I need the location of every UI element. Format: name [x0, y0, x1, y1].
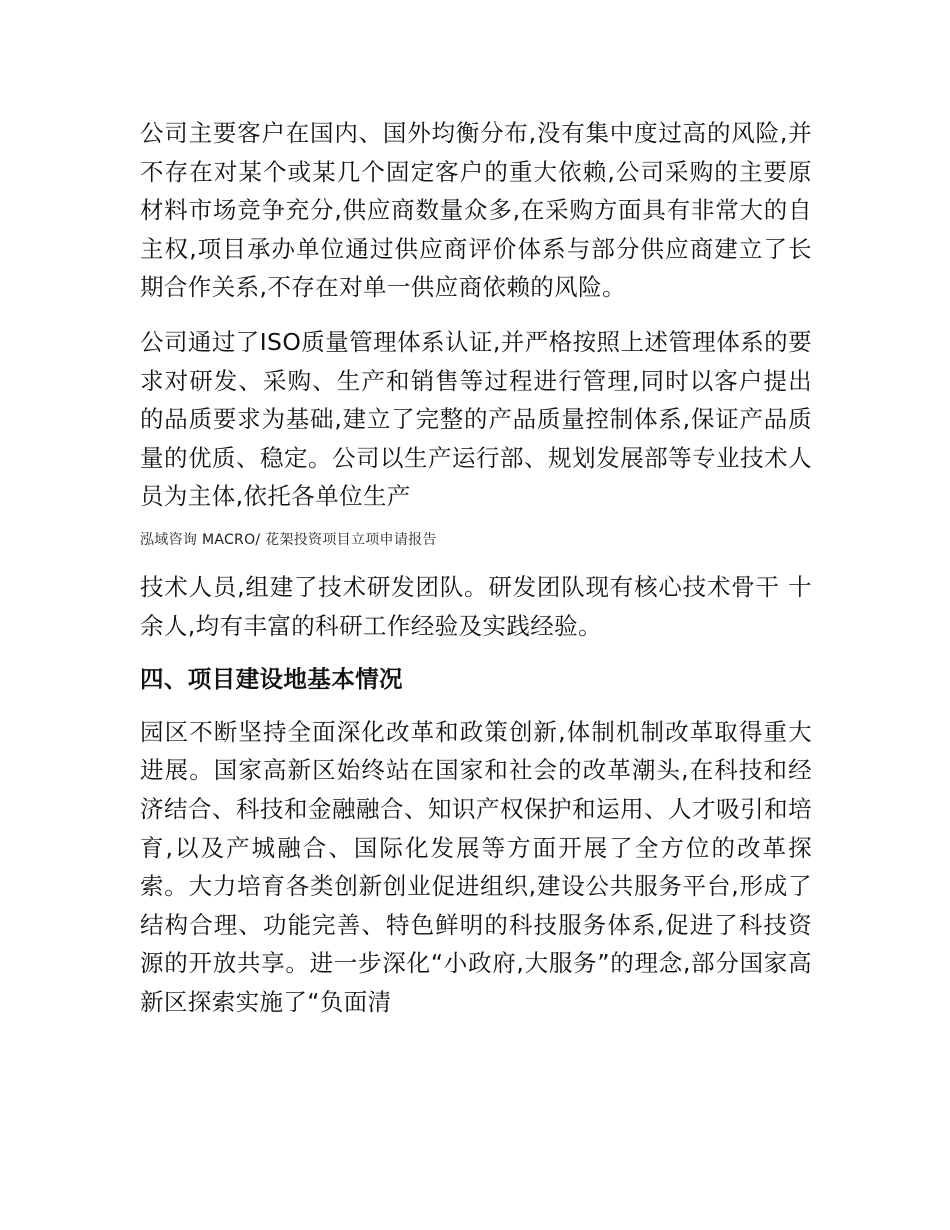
- paragraph-rd-team: 技术人员,组建了技术研发团队。研发团队现有核心技术骨干 十余人,均有丰富的科研工作经验及实践经验。: [140, 572, 812, 640]
- page-footer: 泓域咨询 MACRO/ 花架投资项目立项申请报告: [140, 531, 437, 548]
- document-page: [140, 114, 812, 1021]
- section-heading: 四、项目建设地基本情况: [140, 665, 403, 694]
- paragraph-park: 园区不断坚持全面深化改革和政策创新,体制机制改革取得重大进展。国家高新区始终站在国家和社会的改革潮头,在科技和经济结合、科技和金融融合、知识产权保护和运用、人才吸引和培育,以及产城融合、国际化发展等方面开展了全方位的改革探索。大力培育各类创新创业促进组织,建设公共服务平台,形成了结构合理、功能完善、特色鲜明的科技服务体系,促进了科技资源的开放共享。进一步深化“小政府,大服务”的理念,部分国家高新区探索实施了“负面清: [140, 717, 812, 1016]
- paragraph-quality: 公司通过了ISO质量管理体系认证,并严格按照上述管理体系的要求对研发、采购、生产和销售等过程进行管理,同时以客户提出的品质要求为基础,建立了完整的产品质量控制体系,保证产品质量的优质、稳定。公司以生产运行部、规划发展部等专业技术人员为主体,依托各单位生产: [140, 327, 812, 511]
- paragraph-suppliers: 公司主要客户在国内、国外均衡分布,没有集中度过高的风险,并不存在对某个或某几个固定客户的重大依赖,公司采购的主要原材料市场竞争充分,供应商数量众多,在采购方面具有非常大的自主权,项目承办单位通过供应商评价体系与部分供应商建立了长期合作关系,不存在对单一供应商依赖的风险。: [140, 119, 812, 302]
